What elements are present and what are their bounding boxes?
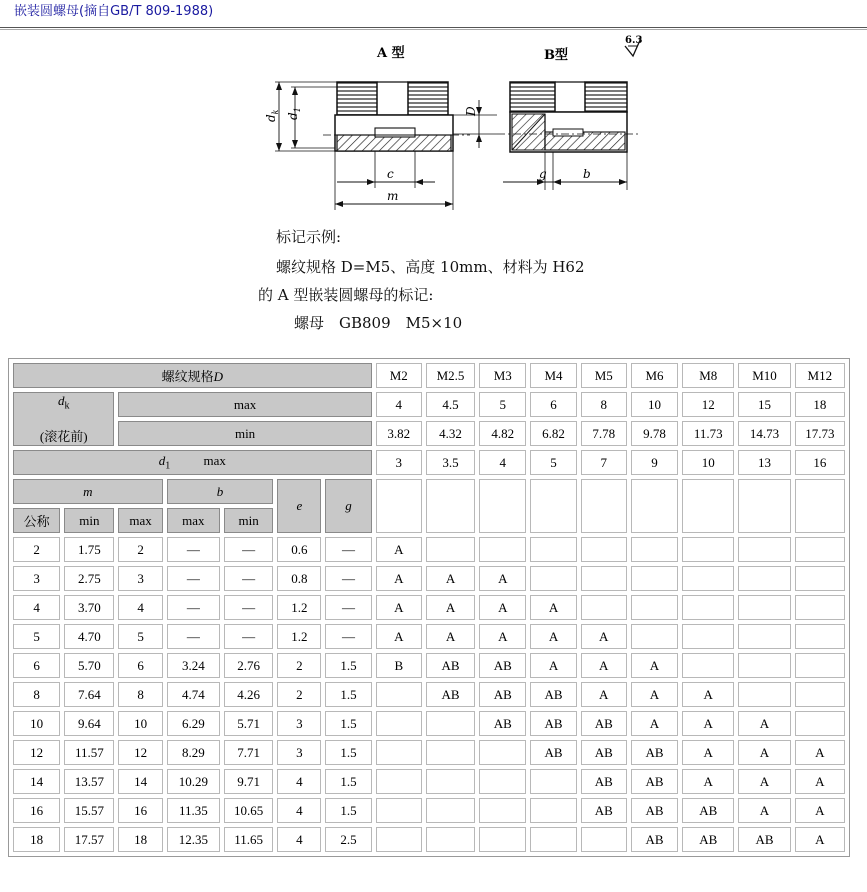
d1-max-cell: 16 (795, 450, 845, 475)
g-cell: 1.5 (325, 798, 371, 823)
dk-min-cell: 3.82 (376, 421, 422, 446)
type-availability-cell: AB (581, 769, 627, 794)
m-nominal-cell: 4 (13, 595, 60, 620)
type-availability-cell (426, 537, 475, 562)
type-availability-cell: A (376, 566, 422, 591)
type-availability-cell: A (738, 798, 790, 823)
type-availability-cell (631, 537, 678, 562)
b-min-cell: 4.26 (224, 682, 273, 707)
blank-cell (376, 479, 422, 533)
type-availability-cell: A (795, 769, 845, 794)
size-cell: M2.5 (426, 363, 475, 388)
type-availability-cell (376, 740, 422, 765)
blank-cell (738, 479, 790, 533)
size-cell: M10 (738, 363, 790, 388)
m-max-cell: 14 (118, 769, 162, 794)
dk-min-cell: 4.82 (479, 421, 526, 446)
g-cell: 2.5 (325, 827, 371, 852)
d1-max-cell: 4 (479, 450, 526, 475)
type-availability-cell (631, 595, 678, 620)
type-availability-cell: A (479, 566, 526, 591)
b-max-cell: 3.24 (167, 653, 220, 678)
type-availability-cell: AB (426, 682, 475, 707)
dk-max-cell: 4 (376, 392, 422, 417)
type-availability-cell: A (682, 769, 734, 794)
dk-min-cell: 17.73 (795, 421, 845, 446)
blank-cell (426, 479, 475, 533)
type-availability-cell: A (426, 624, 475, 649)
type-availability-cell (479, 798, 526, 823)
e-cell: 4 (277, 827, 321, 852)
table-row (13, 653, 845, 678)
type-availability-cell (795, 566, 845, 591)
type-availability-cell (795, 711, 845, 736)
type-availability-cell (530, 769, 576, 794)
table-row (13, 537, 845, 562)
m-min-cell: 9.64 (64, 711, 114, 736)
type-availability-cell (795, 595, 845, 620)
e-cell: 4 (277, 769, 321, 794)
table-row (13, 711, 845, 736)
group-header-row (13, 479, 845, 504)
m-min-cell: 2.75 (64, 566, 114, 591)
dk-min-cell: 9.78 (631, 421, 678, 446)
type-availability-cell (738, 595, 790, 620)
dk-max-cell: 15 (738, 392, 790, 417)
type-availability-cell (581, 595, 627, 620)
type-availability-cell (376, 827, 422, 852)
size-cell: M4 (530, 363, 576, 388)
dim-g-label: g (539, 167, 547, 181)
type-availability-cell: AB (581, 711, 627, 736)
type-availability-cell: A (682, 740, 734, 765)
type-availability-cell (581, 566, 627, 591)
table-row (13, 827, 845, 852)
size-cell: M6 (631, 363, 678, 388)
type-availability-cell (682, 595, 734, 620)
type-availability-cell: AB (631, 769, 678, 794)
dk-min-cell: 6.82 (530, 421, 576, 446)
type-availability-cell: A (795, 740, 845, 765)
dk-min-row (13, 421, 845, 446)
type-availability-cell: AB (479, 653, 526, 678)
type-availability-cell: A (530, 653, 576, 678)
dk-max-cell: 18 (795, 392, 845, 417)
size-cell: M2 (376, 363, 422, 388)
d1-max-row (13, 450, 845, 475)
nut-drawing (245, 30, 665, 220)
marking-line-1: 螺纹规格 D=M5、高度 10mm、材料为 H62 (276, 258, 585, 276)
type-availability-cell (682, 624, 734, 649)
dim-c-label: c (387, 167, 394, 181)
b-min-cell: — (224, 537, 273, 562)
g-cell: 1.5 (325, 653, 371, 678)
m-min-cell: 15.57 (64, 798, 114, 823)
d1-max-cell: 10 (682, 450, 734, 475)
d1-max-cell: 13 (738, 450, 790, 475)
g-cell: — (325, 537, 371, 562)
type-availability-cell (426, 740, 475, 765)
e-header: e (277, 479, 321, 533)
dk-max-cell: 4.5 (426, 392, 475, 417)
g-cell: 1.5 (325, 740, 371, 765)
b-min-cell: 9.71 (224, 769, 273, 794)
m-max-cell: 6 (118, 653, 162, 678)
blank-cell (682, 479, 734, 533)
size-cell: M3 (479, 363, 526, 388)
marking-line-2: 的 A 型嵌装圆螺母的标记: (258, 286, 434, 304)
type-availability-cell: AB (738, 827, 790, 852)
type-availability-cell: A (738, 711, 790, 736)
b-max-cell: 6.29 (167, 711, 220, 736)
type-availability-cell: AB (631, 798, 678, 823)
type-availability-cell: AB (631, 740, 678, 765)
d1-max-cell: 3.5 (426, 450, 475, 475)
type-availability-cell: A (682, 682, 734, 707)
marking-line-3: 螺母 GB809 M5×10 (294, 314, 463, 332)
g-cell: — (325, 624, 371, 649)
g-cell: — (325, 566, 371, 591)
table-row (13, 595, 845, 620)
marking-heading: 标记示例: (276, 228, 342, 246)
m-max-cell: 10 (118, 711, 162, 736)
thread-size-row (13, 363, 845, 388)
b-max-cell: 11.35 (167, 798, 220, 823)
type-availability-cell: A (376, 595, 422, 620)
dim-m-label: m (387, 189, 399, 203)
g-cell: 1.5 (325, 682, 371, 707)
type-availability-cell (376, 711, 422, 736)
dk-min-cell: 7.78 (581, 421, 627, 446)
type-availability-cell: A (631, 653, 678, 678)
title-divider (0, 27, 867, 28)
type-availability-cell: AB (581, 798, 627, 823)
dk-min-cell: 14.73 (738, 421, 790, 446)
table-row (13, 682, 845, 707)
dk-max-cell: 8 (581, 392, 627, 417)
spec-table (8, 358, 850, 857)
dk-max-cell: 10 (631, 392, 678, 417)
e-cell: 1.2 (277, 595, 321, 620)
m-max-cell: 4 (118, 595, 162, 620)
d1-max-cell: 7 (581, 450, 627, 475)
type-availability-cell (376, 682, 422, 707)
type-availability-cell: A (631, 682, 678, 707)
b-min-cell: 2.76 (224, 653, 273, 678)
type-availability-cell: A (479, 624, 526, 649)
b-min-cell: — (224, 595, 273, 620)
type-availability-cell (479, 537, 526, 562)
m-nominal-cell: 12 (13, 740, 60, 765)
table-row (13, 798, 845, 823)
m-max-cell: 5 (118, 624, 162, 649)
type-availability-cell (426, 711, 475, 736)
g-cell: 1.5 (325, 769, 371, 794)
type-availability-cell: AB (530, 682, 576, 707)
b-max-cell: — (167, 537, 220, 562)
m-max-cell: 18 (118, 827, 162, 852)
type-availability-cell (479, 769, 526, 794)
thread-size-label: 螺纹规格 (161, 369, 214, 384)
type-availability-cell (682, 653, 734, 678)
type-availability-cell: A (795, 798, 845, 823)
b-max-cell: 8.29 (167, 740, 220, 765)
type-availability-cell (530, 537, 576, 562)
e-cell: 2 (277, 682, 321, 707)
b-group-header: b (167, 479, 274, 504)
m-max-header: max (118, 508, 162, 533)
type-availability-cell (581, 827, 627, 852)
thread-size-header (13, 363, 372, 388)
type-availability-cell (795, 624, 845, 649)
type-availability-cell: A (479, 595, 526, 620)
d1-header (13, 450, 372, 475)
b-max-cell: — (167, 566, 220, 591)
b-max-cell: 12.35 (167, 827, 220, 852)
b-max-header: max (167, 508, 220, 533)
type-availability-cell: A (738, 740, 790, 765)
type-availability-cell (426, 798, 475, 823)
size-cell: M12 (795, 363, 845, 388)
type-availability-cell: A (581, 624, 627, 649)
type-availability-cell: A (530, 595, 576, 620)
page-title: 嵌装圆螺母(摘自GB/T 809-1988) (14, 4, 214, 19)
type-availability-cell (795, 653, 845, 678)
b-min-header: min (224, 508, 273, 533)
type-availability-cell (581, 537, 627, 562)
m-min-cell: 5.70 (64, 653, 114, 678)
m-min-cell: 4.70 (64, 624, 114, 649)
m-max-cell: 16 (118, 798, 162, 823)
e-cell: 1.2 (277, 624, 321, 649)
blank-cell (631, 479, 678, 533)
type-availability-cell: AB (530, 740, 576, 765)
size-cell: M8 (682, 363, 734, 388)
g-cell: — (325, 595, 371, 620)
e-cell: 3 (277, 740, 321, 765)
type-availability-cell (530, 798, 576, 823)
g-cell: 1.5 (325, 711, 371, 736)
m-nominal-cell: 16 (13, 798, 60, 823)
b-max-cell: 10.29 (167, 769, 220, 794)
dk-min-cell: 11.73 (682, 421, 734, 446)
m-nominal-cell: 5 (13, 624, 60, 649)
dk-max-row (13, 392, 845, 417)
b-max-cell: — (167, 624, 220, 649)
type-availability-cell: A (426, 595, 475, 620)
d1-max-cell: 9 (631, 450, 678, 475)
e-cell: 3 (277, 711, 321, 736)
table-row (13, 624, 845, 649)
type-availability-cell: B (376, 653, 422, 678)
type-availability-cell: A (682, 711, 734, 736)
m-nominal-cell: 10 (13, 711, 60, 736)
b-max-cell: 4.74 (167, 682, 220, 707)
dim-d1-label: $d_1$ (286, 107, 302, 120)
d1-max-cell: 5 (530, 450, 576, 475)
type-availability-cell (426, 827, 475, 852)
type-availability-cell (738, 653, 790, 678)
roughness-value: 6.3 (625, 35, 643, 46)
d1-symbol: d (158, 453, 166, 469)
spec-table-body (13, 363, 845, 852)
type-availability-cell: AB (581, 740, 627, 765)
dk-symbol: $d_k$ (57, 393, 70, 412)
table-row (13, 769, 845, 794)
type-availability-cell (738, 537, 790, 562)
d1-max-label: max (203, 453, 226, 469)
dk-note: (滚花前) (39, 428, 88, 444)
m-nominal-header: 公称 (13, 508, 60, 533)
dk-max-cell: 12 (682, 392, 734, 417)
m-max-cell: 2 (118, 537, 162, 562)
type-availability-cell (682, 566, 734, 591)
type-availability-cell: AB (682, 798, 734, 823)
type-availability-cell: AB (682, 827, 734, 852)
b-max-cell: — (167, 595, 220, 620)
type-availability-cell: A (581, 682, 627, 707)
g-header: g (325, 479, 371, 533)
type-availability-cell (738, 566, 790, 591)
d1-max-cell: 3 (376, 450, 422, 475)
dim-d-marker (453, 100, 497, 148)
m-nominal-cell: 8 (13, 682, 60, 707)
type-availability-cell (738, 624, 790, 649)
m-nominal-cell: 18 (13, 827, 60, 852)
table-row (13, 740, 845, 765)
e-cell: 0.8 (277, 566, 321, 591)
type-availability-cell: A (376, 624, 422, 649)
size-cell: M5 (581, 363, 627, 388)
type-availability-cell (631, 624, 678, 649)
type-availability-cell: AB (530, 711, 576, 736)
m-max-cell: 12 (118, 740, 162, 765)
m-max-cell: 8 (118, 682, 162, 707)
m-min-cell: 11.57 (64, 740, 114, 765)
type-availability-cell: A (738, 769, 790, 794)
roughness-symbol (625, 35, 642, 56)
type-a-label: A 型 (377, 46, 405, 61)
blank-cell (479, 479, 526, 533)
thread-size-symbol: D (213, 369, 224, 384)
type-availability-cell (376, 769, 422, 794)
e-cell: 4 (277, 798, 321, 823)
type-b-view (497, 82, 640, 190)
blank-cell (795, 479, 845, 533)
dim-b-label: b (583, 167, 591, 181)
type-availability-cell (631, 566, 678, 591)
type-availability-cell: AB (479, 711, 526, 736)
type-availability-cell: A (530, 624, 576, 649)
dk-min-cell: 4.32 (426, 421, 475, 446)
type-availability-cell: AB (479, 682, 526, 707)
m-min-cell: 13.57 (64, 769, 114, 794)
type-availability-cell: AB (631, 827, 678, 852)
m-min-header: min (64, 508, 114, 533)
type-a-view (264, 82, 470, 210)
type-availability-cell (682, 537, 734, 562)
m-min-cell: 3.70 (64, 595, 114, 620)
b-min-cell: — (224, 566, 273, 591)
type-availability-cell: A (426, 566, 475, 591)
dk-max-label: max (118, 392, 371, 417)
type-availability-cell (530, 566, 576, 591)
b-min-cell: — (224, 624, 273, 649)
e-cell: 2 (277, 653, 321, 678)
type-availability-cell (795, 537, 845, 562)
type-availability-cell (376, 798, 422, 823)
m-nominal-cell: 6 (13, 653, 60, 678)
m-nominal-cell: 3 (13, 566, 60, 591)
type-availability-cell (426, 769, 475, 794)
m-nominal-cell: 2 (13, 537, 60, 562)
b-min-cell: 11.65 (224, 827, 273, 852)
b-min-cell: 10.65 (224, 798, 273, 823)
d1-subscript: 1 (165, 460, 171, 472)
dk-header (13, 392, 114, 446)
m-min-cell: 7.64 (64, 682, 114, 707)
type-availability-cell: AB (426, 653, 475, 678)
blank-cell (530, 479, 576, 533)
blank-cell (581, 479, 627, 533)
type-availability-cell: A (795, 827, 845, 852)
type-availability-cell: A (581, 653, 627, 678)
type-availability-cell (479, 827, 526, 852)
b-min-cell: 5.71 (224, 711, 273, 736)
type-availability-cell (795, 682, 845, 707)
dk-max-cell: 6 (530, 392, 576, 417)
type-availability-cell (738, 682, 790, 707)
table-row (13, 566, 845, 591)
type-availability-cell: A (376, 537, 422, 562)
dk-max-cell: 5 (479, 392, 526, 417)
type-availability-cell (479, 740, 526, 765)
dim-dk-label: $d_k$ (264, 109, 280, 122)
m-nominal-cell: 14 (13, 769, 60, 794)
m-min-cell: 17.57 (64, 827, 114, 852)
b-min-cell: 7.71 (224, 740, 273, 765)
m-max-cell: 3 (118, 566, 162, 591)
m-min-cell: 1.75 (64, 537, 114, 562)
m-group-header: m (13, 479, 163, 504)
e-cell: 0.6 (277, 537, 321, 562)
dk-min-label: min (118, 421, 371, 446)
type-b-label: B型 (544, 48, 568, 63)
type-availability-cell: A (631, 711, 678, 736)
dim-d-label: D (464, 106, 478, 116)
type-availability-cell (530, 827, 576, 852)
